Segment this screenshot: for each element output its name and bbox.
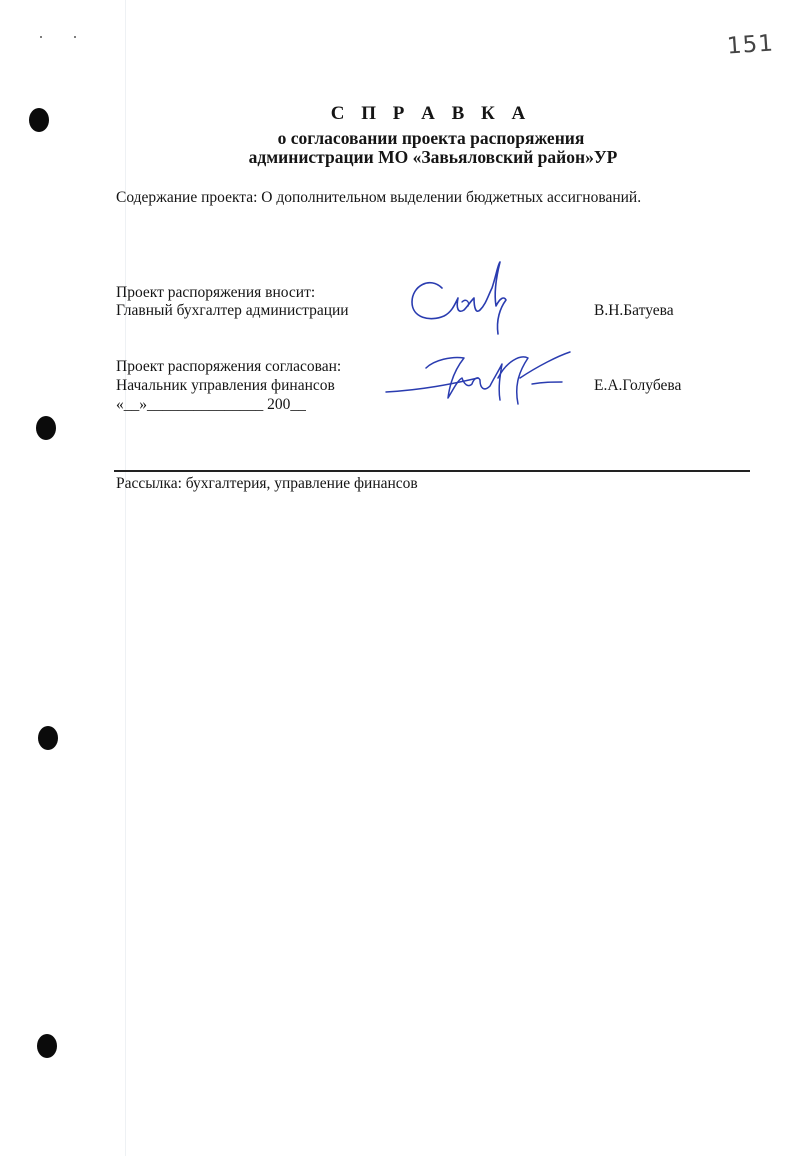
approver-position: Начальник управления финансов	[116, 377, 335, 394]
scan-speck	[74, 36, 76, 38]
approver-date-line: «__»_______________ 200__	[116, 396, 306, 413]
approver-name: Е.А.Голубева	[594, 377, 682, 394]
punch-hole	[37, 1034, 57, 1058]
approver-caption: Проект распоряжения согласован:	[116, 358, 342, 375]
document-subtitle-line1: о согласовании проекта распоряжения	[277, 128, 585, 148]
page-number: 151	[726, 30, 775, 60]
punch-hole	[38, 726, 58, 750]
submitter-signature	[400, 258, 520, 338]
document-title: С П Р А В К А	[330, 103, 532, 124]
punch-hole	[36, 416, 56, 440]
document-subtitle-line2: администрации МО «Завьяловский район»УР	[248, 147, 618, 167]
divider-line	[114, 470, 750, 472]
margin-line	[125, 0, 126, 1156]
distribution-list: Рассылка: бухгалтерия, управление финансов	[116, 475, 418, 492]
scan-speck	[40, 36, 42, 38]
approver-signature	[382, 348, 582, 408]
submitter-caption: Проект распоряжения вносит:	[116, 284, 316, 301]
project-content: Содержание проекта: О дополнительном выделении бюджетных ассигнований.	[116, 189, 642, 206]
submitter-position: Главный бухгалтер администрации	[116, 302, 349, 319]
submitter-name: В.Н.Батуева	[594, 302, 674, 319]
